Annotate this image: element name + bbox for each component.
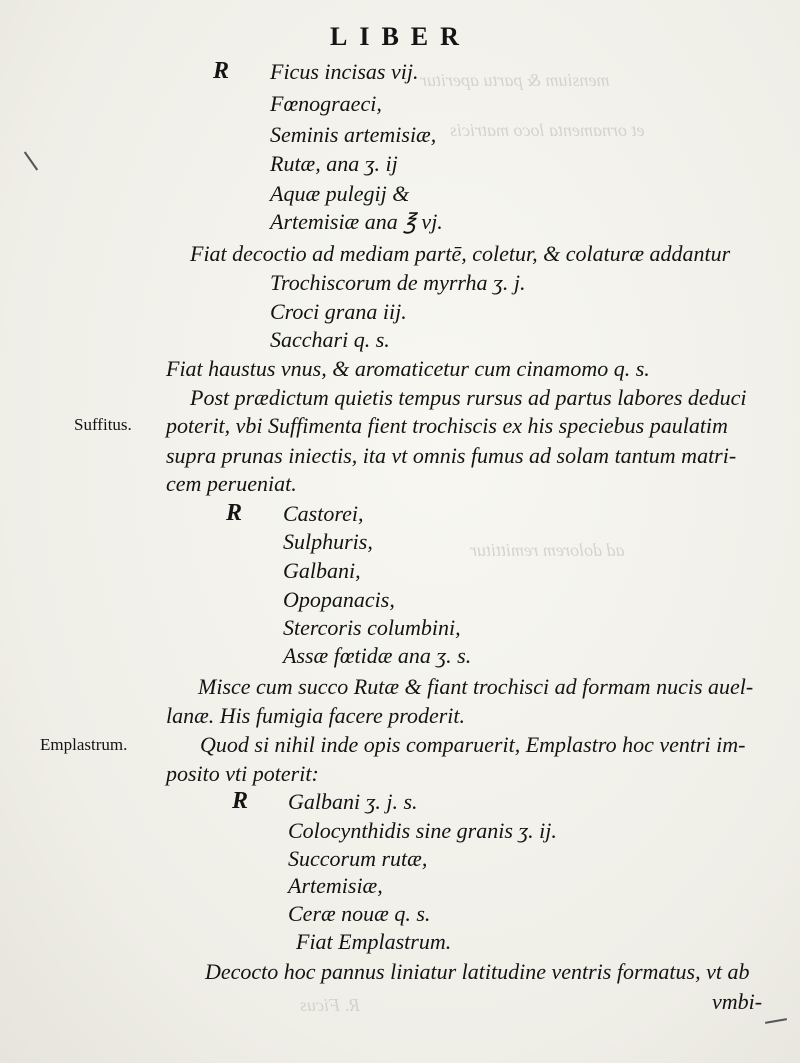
recipe-line: Artemisiæ ana ℥ vj. (270, 209, 443, 234)
recipe-line: Rutæ, ana ʒ. ij (270, 151, 398, 176)
margin-note-suffitus: Suffitus. (74, 415, 132, 434)
running-header: LIBER (330, 22, 471, 51)
recipe-line: Sulphuris, (283, 529, 373, 554)
recipe-line: Aquæ pulegij & (270, 181, 410, 206)
paragraph-line: supra prunas iniectis, ita vt omnis fumus ad solam tantum matri- (166, 443, 737, 468)
paragraph-line: Post prædictum quietis tempus rursus ad partus labores deduci (190, 385, 747, 410)
margin-note-emplastrum: Emplastrum. (40, 735, 128, 754)
recipe-line: Stercoris columbini, (283, 615, 461, 640)
recipe-line: Castorei, (283, 501, 364, 526)
paragraph-line: Fiat haustus vnus, & aromaticetur cum cinamomo q. s. (166, 356, 650, 381)
bleed-through-text: R. Ficus (300, 995, 360, 1015)
recipe-symbol: R (226, 500, 243, 526)
paragraph-line: Decocto hoc pannus liniatur latitudine ventris formatus, vt ab (205, 959, 750, 984)
paragraph-line: Misce cum succo Rutæ & fiant trochisci ad formam nucis auel- (198, 674, 754, 699)
paragraph-line: lanæ. His fumigia facere proderit. (166, 703, 466, 728)
ink-mark (765, 1018, 787, 1024)
recipe-line: Galbani, (283, 558, 361, 583)
recipe-line: Succorum rutæ, (288, 846, 428, 871)
catchword: vmbi- (712, 989, 763, 1014)
recipe-line: Fœnograeci, (270, 91, 382, 116)
recipe-symbol: R (232, 788, 249, 814)
recipe-line: Artemisiæ, (288, 873, 383, 898)
bleed-through-text: et ornamenta loco matricis (450, 120, 645, 140)
recipe-line: Ficus incisas vij. (270, 59, 419, 84)
ink-mark (24, 151, 38, 170)
recipe-line: Galbani ʒ. j. s. (288, 789, 418, 814)
recipe-line: Seminis artemisiæ, (270, 122, 437, 147)
recipe-line: Ceræ nouæ q. s. (288, 901, 431, 926)
paragraph-line: poterit, vbi Suffimenta fient trochiscis ex his speciebus paulatim (166, 413, 728, 438)
bleed-through-text: ad dolorem remittitur (470, 540, 625, 560)
paragraph-line: cem perueniat. (166, 471, 297, 496)
bleed-through-text: mensium & partu aperitur (420, 70, 610, 90)
recipe-line: Colocynthidis sine granis ʒ. ij. (288, 818, 557, 843)
instruction-line: Fiat decoctio ad mediam partē, coletur, & colaturæ addantur (190, 241, 731, 266)
recipe-line: Trochiscorum de myrrha ʒ. j. (270, 270, 526, 295)
recipe-line: Croci grana iij. (270, 299, 407, 324)
paragraph-line: Quod si nihil inde opis comparuerit, Emplastro hoc ventri im- (200, 732, 746, 757)
paragraph-line: posito vti poterit: (166, 761, 319, 786)
recipe-line: Sacchari q. s. (270, 327, 390, 352)
recipe-line: Fiat Emplastrum. (296, 929, 452, 954)
recipe-symbol: R (213, 58, 230, 84)
recipe-line: Assæ fœtidæ ana ʒ. s. (283, 643, 472, 668)
recipe-line: Opopanacis, (283, 587, 395, 612)
